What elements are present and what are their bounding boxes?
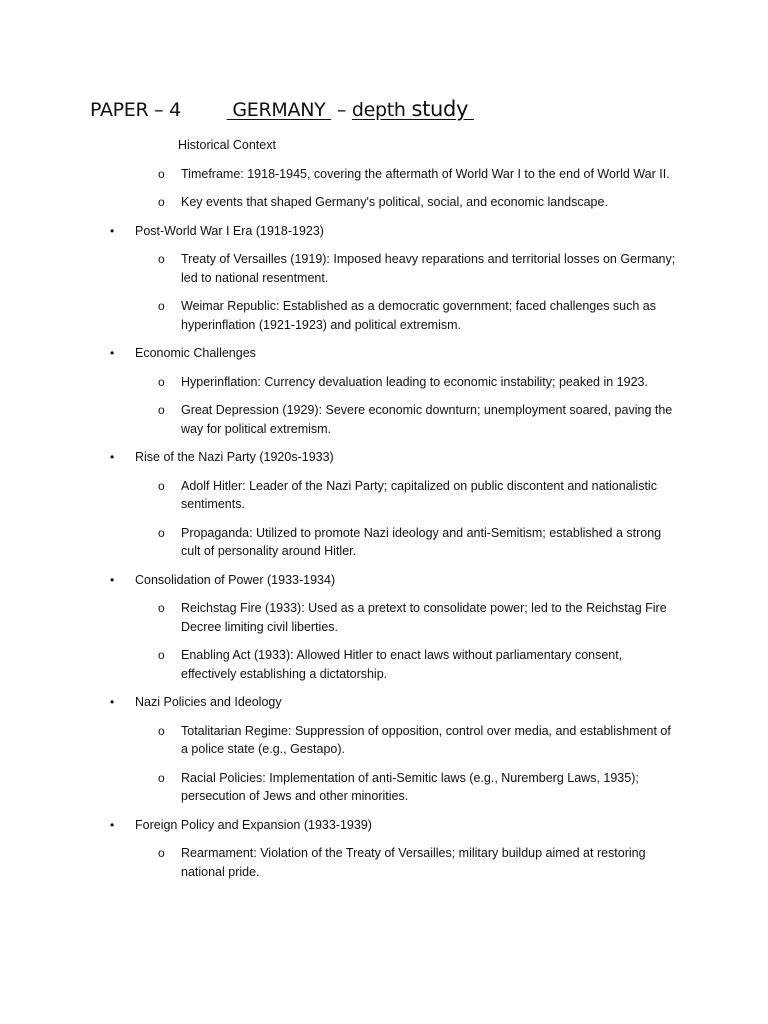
sub-list-item xyxy=(0,401,678,438)
sections-list xyxy=(0,222,768,882)
sub-list xyxy=(0,373,768,439)
sub-list-item xyxy=(0,373,678,392)
section-heading-text: Economic Challenges xyxy=(135,346,256,360)
section-heading-text: Nazi Policies and Ideology xyxy=(135,695,282,709)
document-body xyxy=(0,136,768,891)
sub-list-item xyxy=(0,477,678,514)
circle-bullet-icon: o xyxy=(158,374,165,389)
section-heading xyxy=(0,448,768,467)
section xyxy=(0,816,768,882)
context-list xyxy=(0,165,768,212)
sub-item-text: Reichstag Fire (1933): Used as a pretext to consolidate power; led to the Reichstag Fire Decree limiting civil liberties. xyxy=(181,601,667,634)
sub-item-text: Treaty of Versailles (1919): Imposed heavy reparations and territorial losses on Germany; led to national resentment. xyxy=(181,252,676,285)
sub-item-text: Hyperinflation: Currency devaluation leading to economic instability; peaked in 1923. xyxy=(181,374,648,389)
sub-list-item xyxy=(0,250,678,287)
title-depth-study: depth study xyxy=(351,97,469,121)
section-heading xyxy=(0,344,768,363)
sub-list xyxy=(0,477,768,561)
circle-bullet-icon: o xyxy=(158,648,165,662)
section-heading-text: Rise of the Nazi Party (1920s-1933) xyxy=(135,450,334,464)
section-heading xyxy=(0,222,768,241)
circle-bullet-icon: o xyxy=(158,601,165,615)
circle-bullet-icon: o xyxy=(158,478,165,493)
sub-item-text: Enabling Act (1933): Allowed Hitler to enact laws without parliamentary consent, effectively establishing a dictatorship. xyxy=(181,648,623,681)
bullet-icon: • xyxy=(110,817,115,832)
section-heading-text: Post-World War I Era (1918-1923) xyxy=(135,223,324,238)
circle-bullet-icon: o xyxy=(158,846,165,860)
circle-bullet-icon: o xyxy=(158,166,165,181)
circle-bullet-icon: o xyxy=(158,299,165,313)
page-title xyxy=(90,97,474,121)
circle-bullet-icon: o xyxy=(158,723,165,738)
sub-list-item xyxy=(0,844,678,881)
bullet-icon: • xyxy=(110,695,115,709)
section-heading xyxy=(0,816,768,835)
sub-list-item xyxy=(0,165,678,184)
circle-bullet-icon: o xyxy=(158,525,165,540)
sub-list-item xyxy=(0,722,678,759)
bullet-icon: • xyxy=(110,346,115,360)
sub-item-text: Propaganda: Utilized to promote Nazi ideology and anti-Semitism; established a strong cult of personality around Hitler. xyxy=(181,525,662,558)
sub-item-text: Adolf Hitler: Leader of the Nazi Party; capitalized on public discontent and nationalistic sentiments. xyxy=(181,478,657,511)
sub-item-text: Great Depression (1929): Severe economic downturn; unemployment soared, paving the way for political extremism. xyxy=(181,403,673,436)
bullet-icon: • xyxy=(110,572,115,587)
sub-list xyxy=(0,844,768,881)
sub-list xyxy=(0,722,768,806)
context-section xyxy=(0,165,768,212)
sub-list-item xyxy=(0,769,678,806)
circle-bullet-icon: o xyxy=(158,770,165,785)
section-heading xyxy=(0,571,768,590)
sub-list-item xyxy=(0,599,678,636)
section-heading-text: Foreign Policy and Expansion (1933-1939) xyxy=(135,817,372,832)
sub-item-text: Key events that shaped Germany's political, social, and economic landscape. xyxy=(181,195,608,209)
sub-item-text: Racial Policies: Implementation of anti-Semitic laws (e.g., Nuremberg Laws, 1935); persecution of Jews and other minorities. xyxy=(181,770,639,803)
title-subject: GERMANY xyxy=(232,99,326,121)
sub-item-text: Timeframe: 1918-1945, covering the aftermath of World War I to the end of World War II. xyxy=(181,166,670,181)
title-dash: – xyxy=(336,99,347,121)
sub-list xyxy=(0,250,768,334)
circle-bullet-icon: o xyxy=(158,403,165,417)
bullet-icon: • xyxy=(110,223,115,238)
sub-list-item xyxy=(0,524,678,561)
section xyxy=(0,571,768,684)
bullet-icon: • xyxy=(110,450,115,464)
section xyxy=(0,448,768,561)
title-paper: PAPER – 4 xyxy=(90,99,181,121)
sub-list xyxy=(0,599,768,683)
sub-item-text: Weimar Republic: Established as a democratic government; faced challenges such as hyperinflation (1921-1923) and political extremism. xyxy=(181,299,657,332)
sub-list-item xyxy=(0,646,678,683)
section xyxy=(0,344,768,438)
sub-list-item xyxy=(0,193,678,212)
section-heading xyxy=(0,693,768,712)
sub-item-text: Rearmament: Violation of the Treaty of Versailles; military buildup aimed at restoring national pride. xyxy=(181,846,646,879)
sub-item-text: Totalitarian Regime: Suppression of opposition, control over media, and establishment of a police state (e.g., Gestapo). xyxy=(181,723,671,756)
section xyxy=(0,693,768,806)
context-heading: Historical Context xyxy=(178,138,276,152)
sub-list-item xyxy=(0,297,678,334)
circle-bullet-icon: o xyxy=(158,252,165,266)
section-heading-text: Consolidation of Power (1933-1934) xyxy=(135,572,336,587)
section xyxy=(0,222,768,335)
circle-bullet-icon: o xyxy=(158,195,165,209)
